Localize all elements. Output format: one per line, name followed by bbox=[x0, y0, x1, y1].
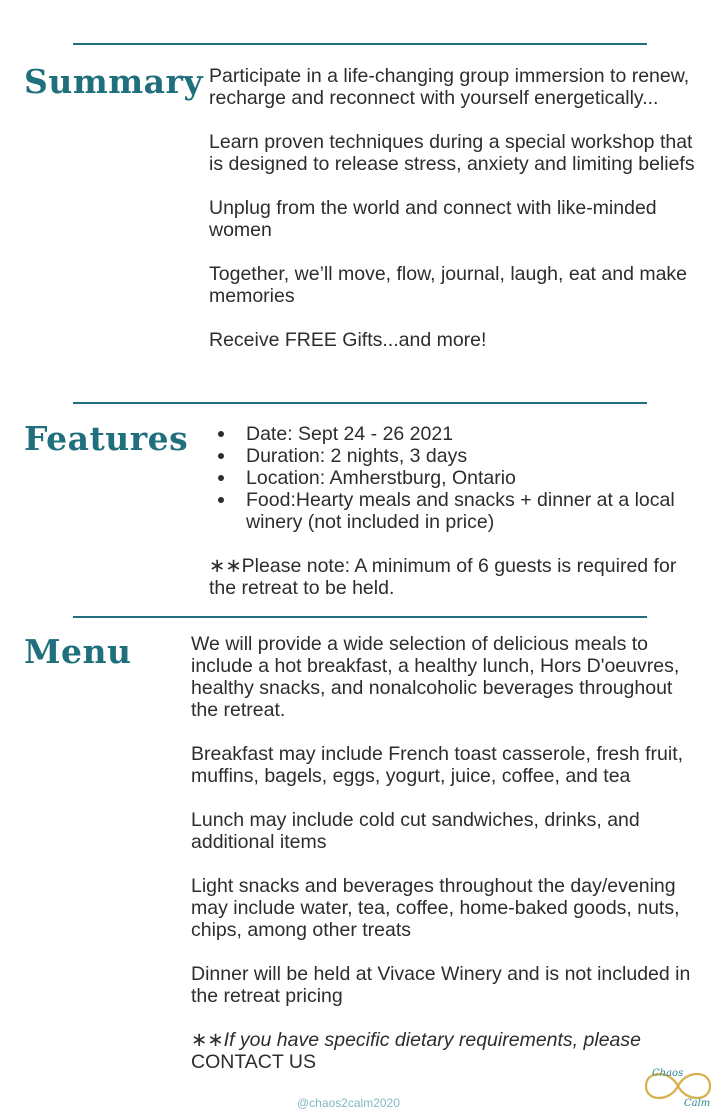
chaos-to-calm-logo bbox=[640, 1062, 716, 1110]
list-item: Food:Hearty meals and snacks + dinner at a local winery (not included in price) bbox=[246, 489, 699, 533]
divider-menu bbox=[73, 616, 647, 618]
list-item: Date: Sept 24 - 26 2021 bbox=[246, 423, 699, 445]
dietary-note-text: ∗∗If you have specific dietary requirements, please bbox=[191, 1029, 641, 1051]
summary-paragraph: Learn proven techniques during a special workshop that is designed to release stress, anxiety and limiting beliefs bbox=[209, 131, 695, 175]
features-body bbox=[209, 423, 699, 599]
bullet-icon bbox=[218, 431, 224, 437]
social-handle: @chaos2calm2020 bbox=[297, 1096, 400, 1110]
divider-features bbox=[73, 402, 647, 404]
summary-paragraph: Together, we’ll move, flow, journal, laugh, eat and make memories bbox=[209, 263, 688, 307]
divider-top bbox=[73, 43, 647, 45]
summary-heading: Summary bbox=[24, 62, 204, 101]
list-item: Duration: 2 nights, 3 days bbox=[246, 445, 699, 467]
menu-paragraph: Lunch may include cold cut sandwiches, drinks, and additional items bbox=[191, 809, 640, 853]
bullet-icon bbox=[218, 453, 224, 459]
minimum-guests-note: ∗∗Please note: A minimum of 6 guests is required for the retreat to be held. bbox=[209, 555, 677, 599]
menu-heading: Menu bbox=[24, 632, 132, 671]
bullet-icon bbox=[218, 475, 224, 481]
bullet-icon bbox=[218, 497, 224, 503]
logo-text-bottom: Calm bbox=[684, 1098, 711, 1109]
summary-paragraph: Participate in a life-changing group immersion to renew, recharge and reconnect with yourself energetically... bbox=[209, 65, 690, 109]
features-list bbox=[209, 423, 699, 533]
dietary-note bbox=[191, 1029, 701, 1073]
features-heading: Features bbox=[24, 419, 189, 458]
contact-us-link[interactable]: CONTACT US bbox=[191, 1051, 316, 1073]
summary-paragraph: Unplug from the world and connect with like-minded women bbox=[209, 197, 657, 241]
menu-paragraph: Breakfast may include French toast casserole, fresh fruit, muffins, bagels, eggs, yogurt, juice, coffee, and tea bbox=[191, 743, 684, 787]
logo-text-top: Chaos bbox=[652, 1068, 684, 1079]
menu-paragraph: We will provide a wide selection of delicious meals to include a hot breakfast, a healthy lunch, Hors D'oeuvres, healthy snacks, and nonalcoholic beverages throughout the retreat. bbox=[191, 633, 680, 721]
menu-paragraph: Light snacks and beverages throughout the day/evening may include water, tea, coffee, home-baked goods, nuts, chips, among other treats bbox=[191, 875, 680, 941]
summary-paragraph: Receive FREE Gifts...and more! bbox=[209, 329, 487, 351]
summary-body bbox=[209, 65, 699, 351]
menu-body bbox=[191, 633, 701, 1073]
list-item: Location: Amherstburg, Ontario bbox=[246, 467, 699, 489]
menu-paragraph: Dinner will be held at Vivace Winery and is not included in the retreat pricing bbox=[191, 963, 691, 1007]
